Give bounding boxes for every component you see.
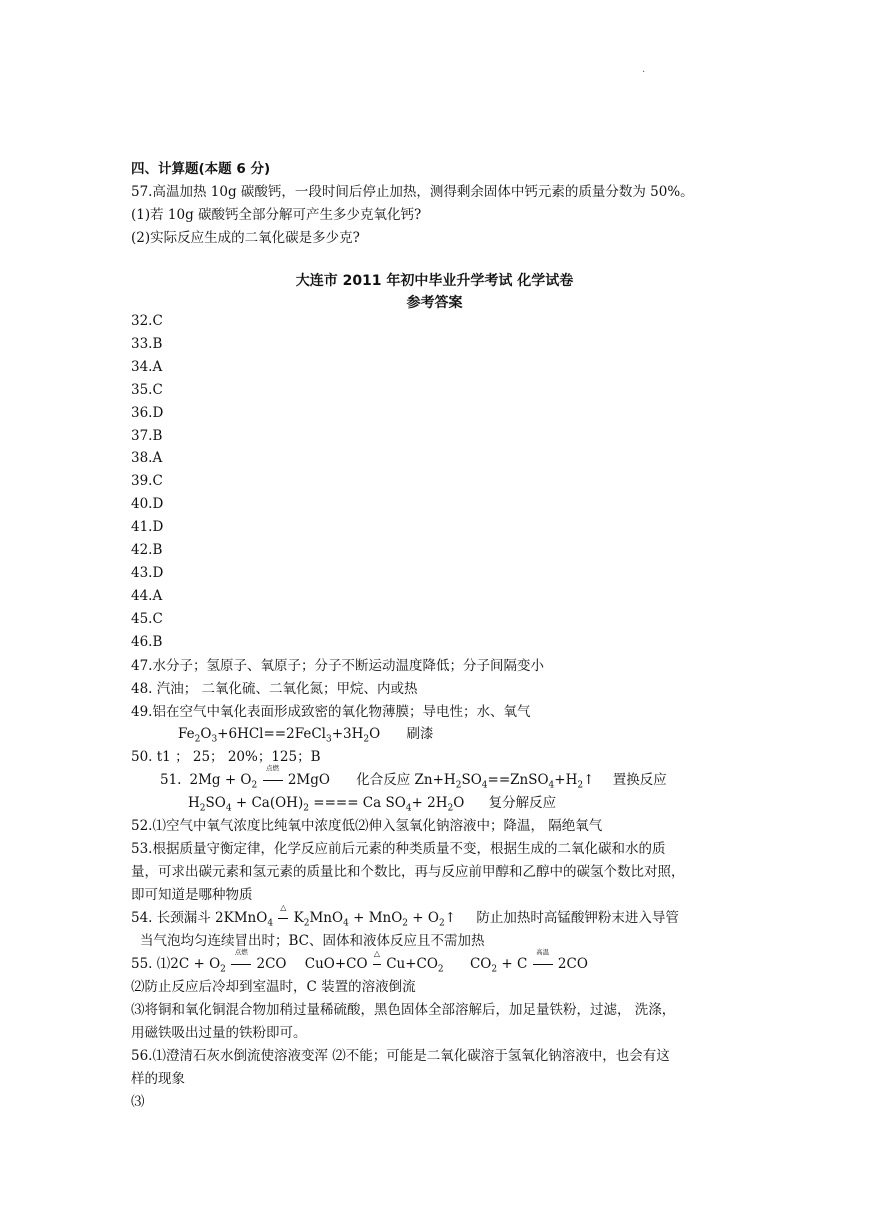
answer-54-line-2: 当气泡均匀连续冒出时；BC、固体和液体反应且不需加热 [140, 933, 485, 949]
mc-answer: 37.B [131, 427, 163, 444]
mc-answer: 40.D [131, 496, 164, 513]
answer-51-line-1: 51. $2Mg + O_2$ 点燃 2MgO 化合反应 $Zn+H_2SO_4==ZnSO_4+H_2↑$ 置换反应 [160, 764, 667, 791]
answer-55-line-1: 55. ⑴2C + $O_2$ 点燃 2CO CuO+CO △ $Cu+CO_2$ $CO_2 + C$ 高温 2CO [131, 948, 588, 975]
mc-answer: 38.A [131, 450, 163, 467]
question-57: 57.高温加热 10g 碳酸钙，一段时间后停止加热，测得剩余固体中钙元素的质量分数为 50%。 [131, 184, 694, 200]
answer-52: 52.⑴空气中氧气浓度比纯氧中浓度低⑵伸入氢氧化钠溶液中；降温， 隔绝氧气 [131, 818, 603, 834]
answer-49: 49.铝在空气中氧化表面形成致密的氧化物薄膜；导电性；水、氧气 [131, 704, 531, 720]
corner-dot: . [642, 64, 646, 75]
answer-56-line-1: 56.⑴澄清石灰水倒流使溶液变浑 ⑵不能；可能是二氧化碳溶于氢氧化钠溶液中，也会有这 [131, 1048, 670, 1064]
mc-answer: 42.B [131, 542, 163, 558]
answers-title: 大连市 2011 年初中毕业升学考试 化学试卷 [295, 273, 574, 289]
mc-answer: 45.C [131, 610, 163, 627]
answers-subtitle: 参考答案 [406, 295, 463, 311]
reaction-condition-heat: △ [372, 956, 382, 972]
reaction-condition-ignite: 点燃 [262, 772, 284, 788]
reaction-condition-high-temp: 高温 [532, 956, 554, 972]
question-57-part-2: (2)实际反应生成的二氧化碳是多少克? [131, 230, 360, 246]
mc-answer: 36.D [131, 404, 164, 421]
mc-answer: 34.A [131, 358, 163, 375]
mc-answer: 33.B [131, 335, 163, 352]
answer-53-line-2: 量，可求出碳元素和氢元素的质量比和个数比，再与反应前甲醇和乙醇中的碳氢个数比对照， [131, 864, 685, 880]
reaction-condition-ignite: 点燃 [230, 956, 252, 972]
answer-55-line-3: ⑶将铜和氧化铜混合物加稍过量稀硫酸，黑色固体全部溶解后，加足量铁粉，过滤， 洗涤， [131, 1002, 676, 1018]
answer-48: 48. 汽油； 二氧化硫、二氧化氮；甲烷、内或热 [131, 681, 418, 697]
answer-54-line-1: 54. 长颈漏斗 2KMnO$_4$ △ $K_2MnO_4 + MnO_2$ + $O_2↑$ 防止加热时高锰酸钾粉末进入导管 [131, 903, 679, 929]
question-57-part-1: (1)若 10g 碳酸钙全部分解可产生多少克氧化钙? [131, 207, 422, 223]
answer-55-line-4: 用磁铁吸出过量的铁粉即可。 [131, 1025, 307, 1041]
mc-answer: 44.A [131, 587, 163, 604]
mc-answer: 39.C [131, 473, 163, 490]
mc-answer: 41.D [131, 519, 164, 536]
answer-53-line-1: 53.根据质量守衡定律，化学反应前后元素的种类质量不变，根据生成的二氧化碳和水的质 [131, 841, 666, 857]
reaction-condition-heat: △ [277, 910, 289, 926]
answer-50: 50. t1 ； 25； 20%；125；B [131, 749, 321, 765]
mc-answer: 46.B [131, 633, 163, 650]
answer-49-note: 刷漆 [406, 726, 434, 742]
answer-55-line-2: ⑵防止反应后冷却到室温时，C 装置的溶液倒流 [131, 979, 416, 995]
answer-49-equation: $Fe_2O_3+6HCl==2FeCl_3+3H_2O$ 刷漆 [178, 726, 434, 745]
mc-answer: 35.C [131, 381, 163, 398]
mc-answer: 32.C [131, 313, 163, 329]
answer-47: 47.水分子；氢原子、氧原子；分子不断运动温度降低；分子间隔变小 [131, 658, 544, 674]
answer-56-line-3: ⑶ [131, 1094, 145, 1110]
mc-answer: 43.D [131, 564, 164, 581]
section-heading: 四、计算题(本题 6 分) [131, 161, 271, 177]
answer-51-line-2: $H_2SO_4 + Ca(OH)_2$ ==== Ca $SO_4+ 2H_2O$ 复分解反应 [188, 795, 557, 814]
answer-53-line-3: 即可知道是哪种物质 [131, 887, 253, 903]
answer-56-line-2: 样的现象 [131, 1071, 185, 1087]
